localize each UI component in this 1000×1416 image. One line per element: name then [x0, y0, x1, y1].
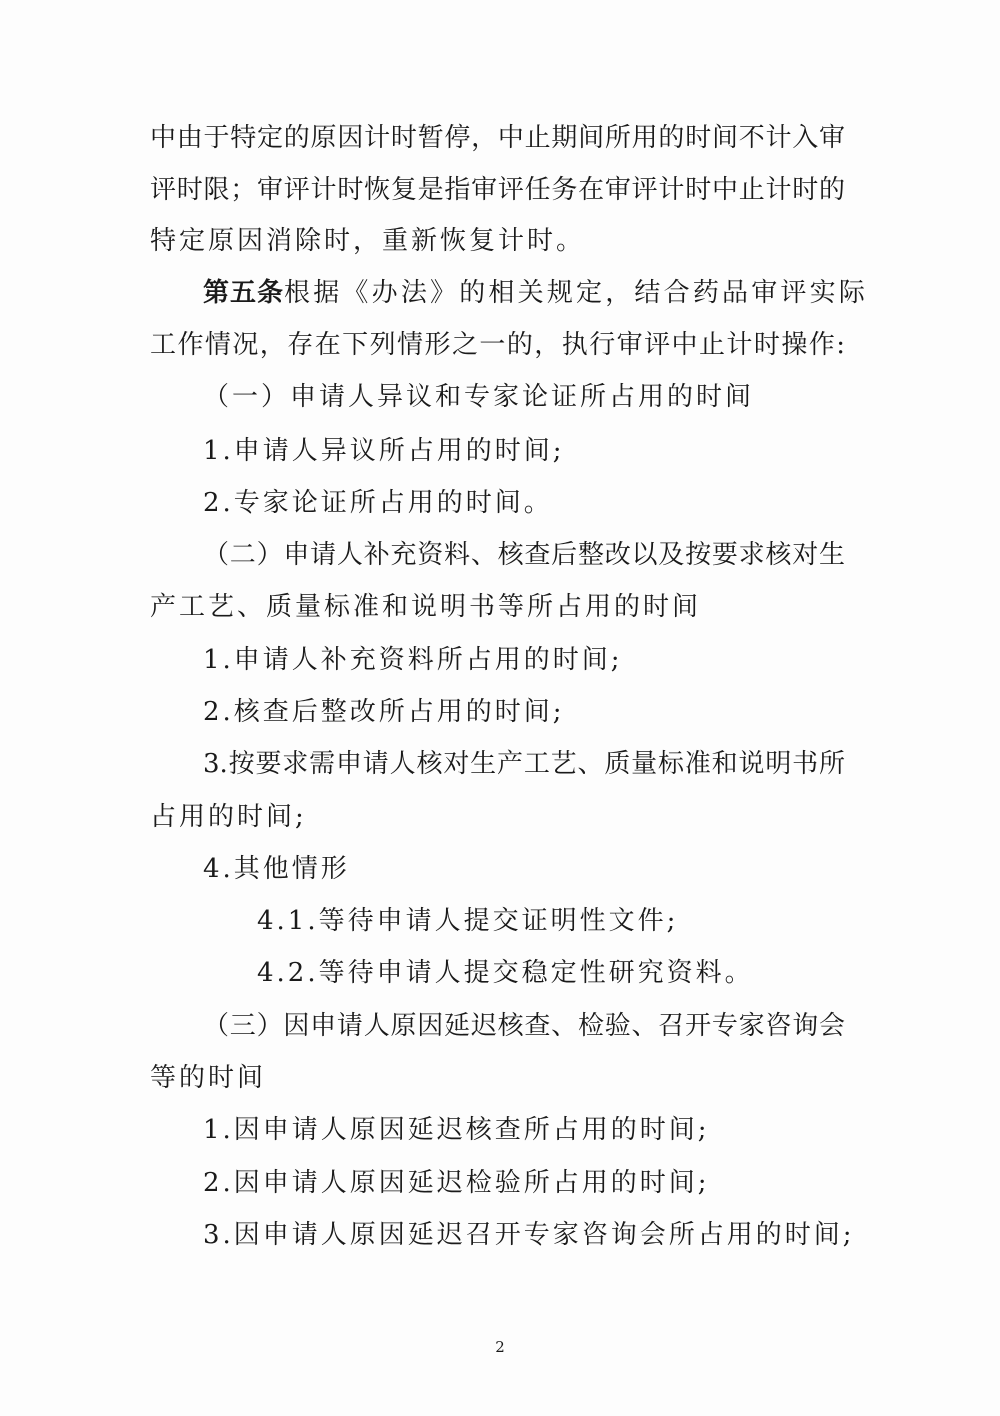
sub-list-item: 4.2.等待申请人提交稳定性研究资料。: [257, 958, 754, 988]
body-text: 根据《办法》的相关规定，结合药品审评实际: [284, 278, 869, 308]
article-heading: 第五条: [203, 278, 285, 308]
list-item: 2.因申请人原因延迟检验所占用的时间;: [203, 1168, 710, 1198]
list-item: 3.因申请人原因延迟召开专家咨询会所占用的时间;: [203, 1220, 855, 1250]
list-item: 4.其他情形: [203, 854, 350, 884]
list-item: 3.按要求需申请人核对生产工艺、质量标准和说明书所: [203, 749, 845, 779]
section-heading: （三）因申请人原因延迟核查、检验、召开专家咨询会: [203, 1011, 845, 1041]
section-heading: （二）申请人补充资料、核查后整改以及按要求核对生: [203, 540, 845, 570]
body-line: 中由于特定的原因计时暂停，中止期间所用的时间不计入审: [150, 123, 845, 153]
body-line: 评时限；审评计时恢复是指审评任务在审评计时中止计时的: [150, 175, 845, 205]
section-heading: 产工艺、质量标准和说明书等所占用的时间: [150, 592, 702, 622]
list-item: 2.专家论证所占用的时间。: [203, 488, 553, 518]
article-5-line: [203, 275, 869, 311]
list-item: 1.因申请人原因延迟核查所占用的时间;: [203, 1115, 710, 1145]
body-line: 特定原因消除时，重新恢复计时。: [150, 226, 586, 256]
list-item: 1.申请人补充资料所占用的时间;: [203, 645, 623, 675]
section-heading: 等的时间: [150, 1063, 267, 1093]
body-line: 工作情况，存在下列情形之一的，执行审评中止计时操作:: [150, 330, 845, 360]
list-item: 占用的时间;: [150, 802, 307, 832]
page-number: 2: [495, 1338, 505, 1356]
section-heading: （一）申请人异议和专家论证所占用的时间: [203, 382, 755, 412]
list-item: 2.核查后整改所占用的时间;: [203, 697, 565, 727]
sub-list-item: 4.1.等待申请人提交证明性文件;: [257, 906, 679, 936]
list-item: 1.申请人异议所占用的时间;: [203, 436, 565, 466]
